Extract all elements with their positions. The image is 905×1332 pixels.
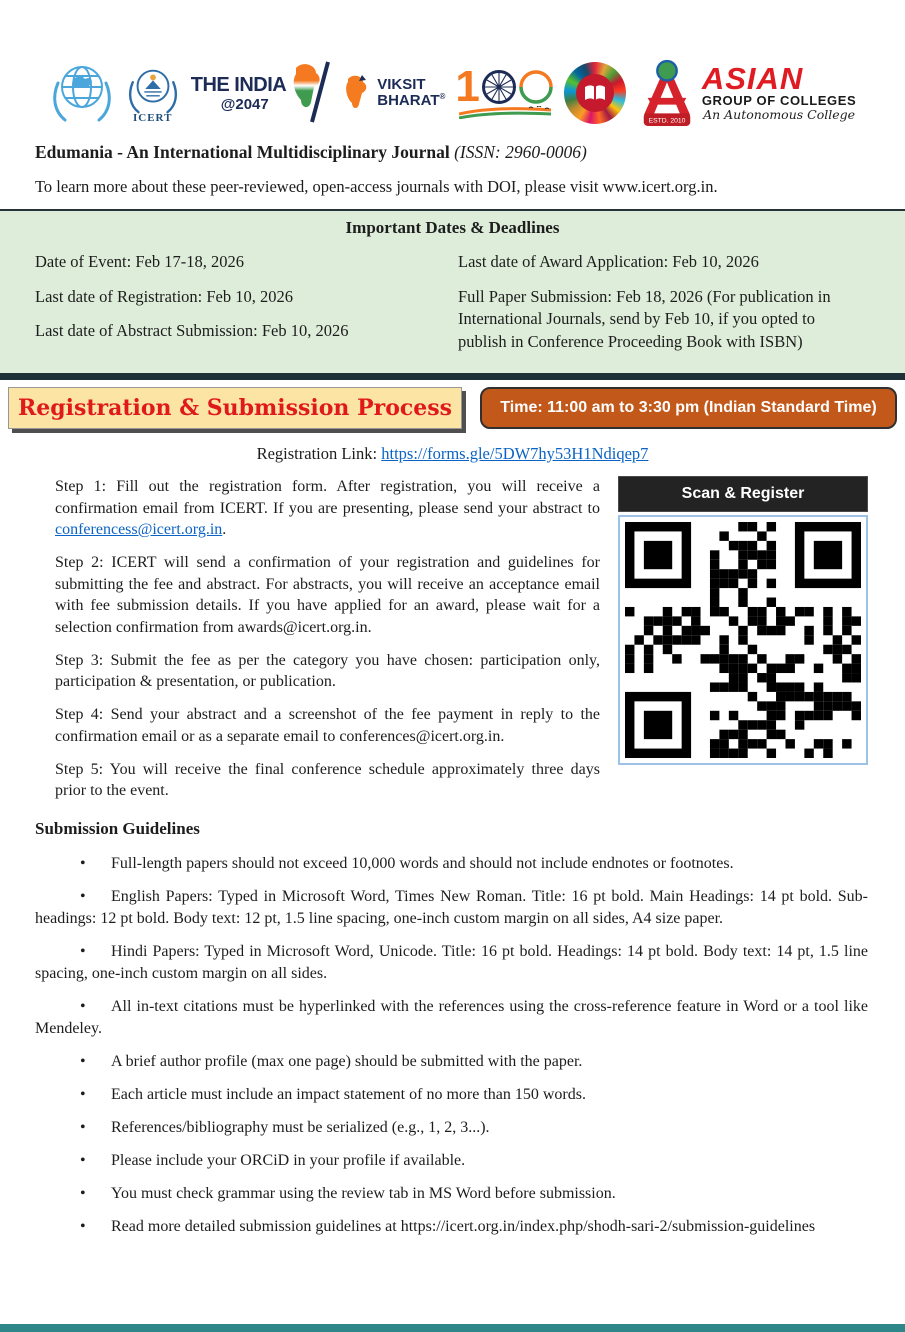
qr-panel <box>618 476 868 813</box>
icert-logo-label: ICERT <box>133 112 173 124</box>
intro-text: To learn more about these peer-reviewed, open-access journals with DOI, please visit www.icert.org.in. <box>35 177 718 196</box>
date-item: Full Paper Submission: Feb 18, 2026 (For publication in International Journals, send by Feb 10, if you opted to publish in Conference Proceeding Book with ISBN) <box>458 286 831 351</box>
viksit-registered-mark: ® <box>439 92 446 101</box>
submission-guidelines-section <box>0 819 905 1238</box>
viksit-line2: BHARAT <box>377 92 440 109</box>
registration-steps <box>55 476 600 813</box>
step-1-text: Step 1: Fill out the registration form. After registration, you will receive a confirmation email from ICERT. If you are presenting, please send your abstract to <box>55 478 600 517</box>
important-dates-right-column <box>458 251 855 365</box>
guideline-item: • English Papers: Typed in Microsoft Word, Times New Roman. Title: 16 pt bold. Main Headings: 14 pt bold. Sub-headings: 12 pt bold. Body text: 12 pt, 1.5 line spacing, one-inch custom margin on all sides, A4 size paper. <box>35 886 868 930</box>
viksit-line1: VIKSIT <box>377 76 426 94</box>
viksit-bharat-logo <box>342 73 445 113</box>
guideline-item: • All in-text citations must be hyperlinked with the references using the cross-reference feature in Word or a tool like Mendeley. <box>35 996 868 1040</box>
date-item: Last date of Registration: Feb 10, 2026 <box>35 286 293 306</box>
guideline-item: • A brief author profile (max one page) should be submitted with the paper. <box>35 1051 868 1073</box>
journal-title-line <box>35 142 870 163</box>
step-3: Step 3: Submit the fee as per the category you have chosen: participation only, participation & presentation, or publication. <box>55 651 600 690</box>
india-map-pen-icon <box>288 60 332 126</box>
india100-digit: 1 <box>455 61 480 111</box>
header-logo-row <box>0 52 905 134</box>
registration-link-label: Registration Link: <box>256 444 378 463</box>
asian-college-logo <box>636 57 856 129</box>
asian-emblem-icon <box>636 57 698 129</box>
asian-tagline-label: An Autonomous College <box>703 106 856 122</box>
registration-process-heading: Registration & Submission Process <box>8 387 462 429</box>
guideline-item: • References/bibliography must be serialized (e.g., 1, 2, 3...). <box>35 1117 868 1139</box>
step-1-suffix: . <box>222 521 227 538</box>
india-2047-line1: THE INDIA <box>190 73 287 96</box>
journal-issn: (ISSN: 2960-0006) <box>454 142 587 162</box>
book-icon <box>583 83 607 103</box>
icert-logo <box>125 62 181 124</box>
tricolor-wave-icon <box>459 106 551 119</box>
steps-and-qr-row <box>0 476 905 813</box>
viksit-map-icon <box>342 73 374 113</box>
step-2: Step 2: ICERT will send a confirmation of your registration and guidelines for submitting the fee and abstract. For abstracts, you will receive an acceptance email with fee submission details. If you have applied for an award, please wait for a selection confirmation from awards@icert.org.in. <box>55 554 600 636</box>
guideline-item: • You must check grammar using the review tab in MS Word before submission. <box>35 1183 868 1205</box>
asian-estd-label: ESTD. 2010 <box>648 117 686 125</box>
journal-title: Edumania - An International Multidisciplinary Journal <box>35 142 450 162</box>
important-dates-left-column <box>35 251 458 365</box>
guideline-item: • Each article must include an impact statement of no more than 150 words. <box>35 1084 868 1106</box>
india100-logo <box>455 61 553 120</box>
date-item: Date of Event: Feb 17-18, 2026 <box>35 252 244 271</box>
important-dates-grid <box>0 251 905 365</box>
step-1 <box>55 476 600 541</box>
step-5: Step 5: You will receive the final conference schedule approximately three days prior to the event. <box>55 760 600 799</box>
guideline-item: • Please include your ORCiD in your profile if available. <box>35 1150 868 1172</box>
scan-register-header: Scan & Register <box>618 476 868 512</box>
guideline-item: • Hindi Papers: Typed in Microsoft Word, Unicode. Title: 16 pt bold. Headings: 14 pt bold. Body text: 14 pt, 1.5 line spacing, one-inch custom margin on all sides. <box>35 941 868 985</box>
page <box>0 52 905 1332</box>
ashoka-chakra-icon <box>481 69 517 105</box>
guideline-item: • Full-length papers should not exceed 10,000 words and should not include endnotes or footnotes. <box>35 853 868 875</box>
asian-group-label: GROUP OF COLLEGES <box>701 92 857 108</box>
icert-emblem-icon <box>125 62 181 118</box>
submission-guidelines-title: Submission Guidelines <box>35 819 200 838</box>
asian-name-label: ASIAN <box>701 61 804 97</box>
un-globe-icon <box>49 57 115 129</box>
guideline-item: • Read more detailed submission guidelines at https://icert.org.in/index.php/shodh-sari-2/submission-guidelines <box>35 1216 868 1238</box>
important-dates-section <box>0 209 905 380</box>
step-4: Step 4: Send your abstract and a screenshot of the fee payment in reply to the confirmation email or as a separate email to conferences@icert.org.in. <box>55 706 600 745</box>
un-logo <box>49 57 115 129</box>
india-2047-logo <box>191 60 333 126</box>
sdg-wheel-logo <box>564 62 626 124</box>
tricolor-ring-icon <box>518 69 554 105</box>
registration-link[interactable]: https://forms.gle/5DW7hy53H1Ndiqep7 <box>381 444 649 463</box>
registration-link-line <box>0 444 905 464</box>
date-item: Last date of Abstract Submission: Feb 10, 2026 <box>35 321 349 340</box>
date-item: Last date of Award Application: Feb 10, 2026 <box>458 252 759 271</box>
qr-code <box>618 515 868 765</box>
sdg-center <box>576 74 614 112</box>
abstract-email-link[interactable]: conferencess@icert.org.in <box>55 521 223 538</box>
india-2047-line2: @2047 <box>220 95 269 113</box>
important-dates-title: Important Dates & Deadlines <box>345 218 560 237</box>
registration-heading-row <box>8 387 897 429</box>
qr-code-image <box>625 522 861 758</box>
event-time-badge: Time: 11:00 am to 3:30 pm (Indian Standard Time) <box>480 387 897 429</box>
bottom-accent-bar <box>0 1324 905 1332</box>
